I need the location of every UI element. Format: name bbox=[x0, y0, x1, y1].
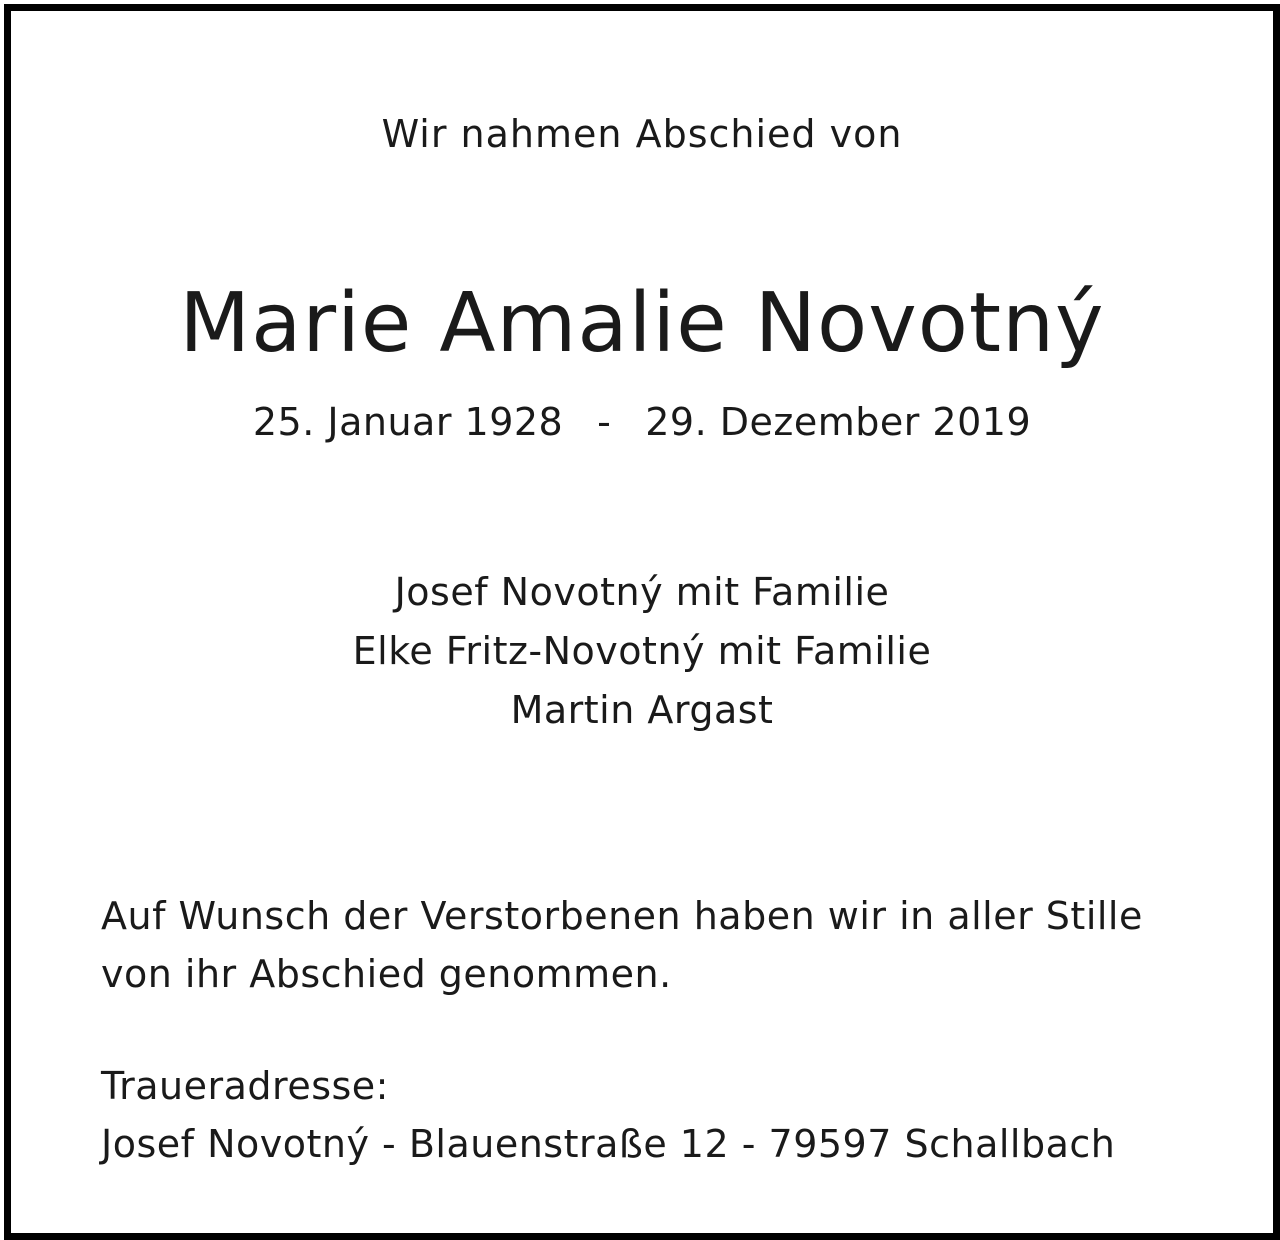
obituary-notice bbox=[4, 4, 1280, 1240]
address-label: Traueradresse: bbox=[101, 1064, 389, 1108]
deceased-name: Marie Amalie Novotný bbox=[179, 276, 1105, 371]
death-date: 29. Dezember 2019 bbox=[645, 400, 1032, 444]
mourner-line: Josef Novotný mit Familie bbox=[394, 570, 890, 614]
mourning-address: Josef Novotný - Blauenstraße 12 - 79597 Schallbach bbox=[101, 1122, 1116, 1166]
intro-text: Wir nahmen Abschied von bbox=[381, 112, 903, 156]
wish-text-line: Auf Wunsch der Verstorbenen haben wir in aller Stille bbox=[101, 894, 1143, 938]
life-dates bbox=[11, 400, 1273, 444]
mourner-line: Elke Fritz-Novotný mit Familie bbox=[352, 629, 932, 673]
wish-text-line: von ihr Abschied genommen. bbox=[101, 952, 672, 996]
date-separator: - bbox=[597, 400, 612, 444]
mourner-line: Martin Argast bbox=[510, 688, 774, 732]
birth-date: 25. Januar 1928 bbox=[252, 400, 564, 444]
